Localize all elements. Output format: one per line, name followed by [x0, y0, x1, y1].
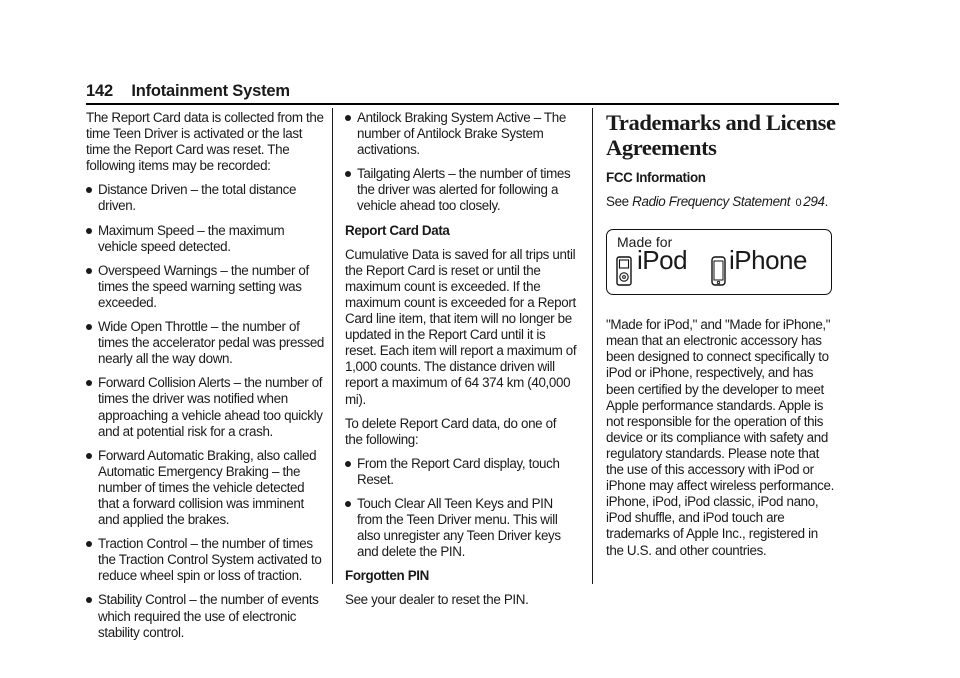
iphone-label: iPhone	[729, 245, 807, 276]
list-item: Distance Driven – the total distance driven.	[86, 182, 326, 214]
list-item: From the Report Card display, touch Reset.	[345, 456, 577, 488]
apple-trademark-text: "Made for iPod," and "Made for iPhone," mean that an electronic accessory has been designed to connect specifically to iPod or iPhone, respectively, and has been certified by the developer to meet Apple performance standards. Apple is not responsible for the operation of this device or its compliance with safety and regulatory standards. Please note that the use of this accessory with iPod or iPhone may affect wireless performance. iPhone, iPod, iPod classic, iPod nano, iPod shuffle, and iPod touch are trademarks of Apple Inc., registered in the U.S. and other countries.	[606, 317, 834, 558]
report-card-data-heading: Report Card Data	[345, 222, 450, 238]
column-2	[345, 110, 577, 617]
trademarks-title: Trademarks and License Agreements	[606, 110, 836, 160]
list-item: Antilock Braking System Active – The number of Antilock Brake System activations.	[345, 110, 577, 158]
delete-steps-list	[345, 456, 577, 561]
section-title: Infotainment System	[131, 82, 290, 100]
list-item: Touch Clear All Teen Keys and PIN from the Teen Driver menu. This will also unregister any Teen Driver keys and delete the PIN.	[345, 496, 577, 560]
page-reference[interactable]: 294	[803, 194, 825, 210]
ipod-label: iPod	[637, 245, 688, 276]
recorded-items-list	[86, 182, 326, 640]
recorded-items-list-continued	[345, 110, 577, 215]
column-3	[606, 110, 838, 567]
column-1	[86, 110, 326, 649]
column-divider-2	[592, 108, 593, 584]
iphone-icon	[711, 256, 726, 286]
report-card-data-text: Cumulative Data is saved for all trips until the Report Card is reset or until the maximum count is exceeded. If the maximum count is exceeded for a Report Card line item, that item will no longer be updated in the Report Card until it is reset. Each item will report a maximum of 1,000 counts. The distance driven will report a maximum of 64 374 km (40,000 mi).	[345, 246, 577, 407]
see-suffix: .	[824, 194, 828, 210]
fcc-reference	[606, 194, 838, 211]
list-item: Stability Control – the number of events which required the use of electronic stability control.	[86, 592, 326, 640]
forgotten-pin-text: See your dealer to reset the PIN.	[345, 592, 529, 608]
list-item: Tailgating Alerts – the number of times the driver was alerted for following a vehicle ahead too closely.	[345, 166, 577, 214]
ipod-icon	[616, 256, 632, 286]
see-prefix: See	[606, 194, 633, 210]
made-for-ipod-iphone-logo	[606, 229, 832, 295]
list-item: Traction Control – the number of times the Traction Control System activated to reduce wheel spin or loss of traction.	[86, 536, 326, 584]
list-item: Forward Automatic Braking, also called Automatic Emergency Braking – the number of times the vehicle detected that a forward collision was imminent and applied the brakes.	[86, 448, 326, 528]
header-rule	[86, 103, 839, 105]
column-divider-1	[332, 108, 333, 584]
page-header	[86, 82, 290, 101]
fcc-heading: FCC Information	[606, 170, 706, 185]
list-item: Wide Open Throttle – the number of times the accelerator pedal was pressed nearly all the way down.	[86, 319, 326, 367]
forgotten-pin-heading: Forgotten PIN	[345, 568, 429, 584]
report-card-intro: The Report Card data is collected from the time Teen Driver is activated or the last time the Report Card was reset. The following items may be recorded:	[86, 110, 324, 174]
page-number: 142	[86, 82, 113, 100]
list-item: Overspeed Warnings – the number of times the speed warning setting was exceeded.	[86, 263, 326, 311]
reference-arrow-icon: 0	[795, 197, 802, 210]
list-item: Maximum Speed – the maximum vehicle speed detected.	[86, 223, 326, 255]
made-for-label: Made for	[617, 234, 673, 251]
list-item: Forward Collision Alerts – the number of times the driver was notified when approaching a vehicle ahead too quickly and at potential risk for a crash.	[86, 375, 326, 439]
cross-reference-link[interactable]: Radio Frequency Statement	[632, 194, 791, 210]
delete-intro: To delete Report Card data, do one of the following:	[345, 415, 557, 447]
